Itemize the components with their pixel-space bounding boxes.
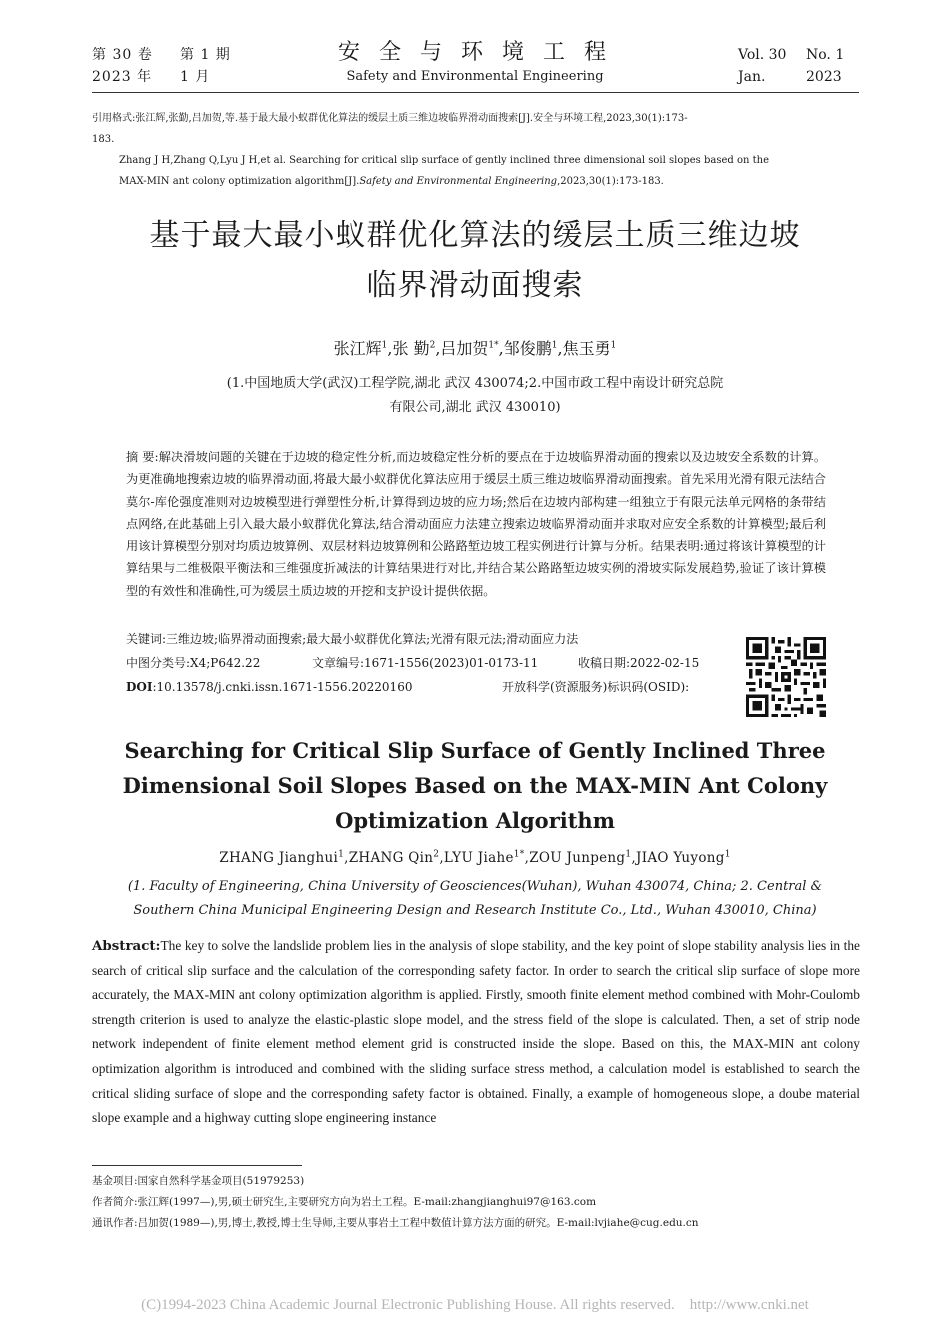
title-cn-line2: 临界滑动面搜索 (366, 268, 584, 303)
volume-cn: 第 30 卷 (92, 47, 153, 63)
copyright-notice: (C)1994-2023 China Academic Journal Electronic Publishing House. All rights reserved. http://www.cnki.net (141, 1297, 809, 1313)
footnote-rule (92, 1165, 302, 1166)
header-rule (92, 92, 859, 93)
affiliation-en (0, 875, 950, 923)
abstract-en (92, 934, 860, 1131)
journal-name-cn: 安 全 与 环 境 工 程 (338, 40, 612, 65)
citation-en-line1: Zhang J H,Zhang Q,Lyu J H,et al. Searching for critical slip surface of gently inclined three dimensional soil slopes based on the (119, 155, 769, 166)
keywords-cn: 关键词:三维边坡;临界滑动面搜索;最大最小蚁群优化算法;光滑有限元法;滑动面应力法 (126, 632, 579, 646)
footnote-author-bio: 作者简介:张江辉(1997—),男,硕士研究生,主要研究方向为岩土工程。E-mail:zhangjianghui97@163.com (92, 1196, 597, 1208)
title-en-line1: Searching for Critical Slip Surface of Gently Inclined Three (124, 738, 826, 763)
citation-en-line2-b: ,2023,30(1):173-183. (557, 176, 664, 187)
author-cn: 张江辉$^1$, (333, 339, 393, 358)
authors-en (0, 850, 950, 866)
doi (126, 676, 412, 698)
affiliation-en-line1: (1. Faculty of Engineering, China University of Geosciences(Wuhan), Wuhan 430074, China; 2. Central & (127, 879, 823, 894)
month-cn: 1 月 (180, 69, 211, 85)
header-right (738, 44, 844, 88)
author-cn: 焦玉勇$^1$ (562, 339, 617, 358)
article-number: 文章编号:1671-1556(2023)01-0173-11 (312, 656, 539, 670)
citation-cn-line2: 183. (92, 134, 115, 145)
footnote-funding: 基金项目:国家自然科学基金项目(51979253) (92, 1175, 305, 1187)
abstract-cn-label: 摘 要: (126, 450, 159, 464)
abstract-en-label: Abstract: (92, 938, 161, 954)
citation-block (92, 108, 860, 192)
issue-cn: 第 1 期 (180, 47, 231, 63)
affiliation-cn-line1: (1.中国地质大学(武汉)工程学院,湖北 武汉 430074;2.中国市政工程中南设计研究总院 (226, 376, 724, 391)
author-en: ZHANG Jianghui$^1$, (219, 849, 349, 866)
affiliation-cn (0, 372, 950, 420)
authors-cn (0, 336, 950, 359)
qr-code-icon[interactable] (746, 637, 826, 717)
citation-en-line2-a: MAX-MIN ant colony optimization algorithm[J]. (119, 176, 360, 187)
issue-en: No. 1 (806, 47, 845, 63)
citation-cn-line1: 引用格式:张江辉,张勤,吕加贺,等.基于最大最小蚁群优化算法的缓层土质三维边坡临界滑动面搜索[J].安全与环境工程,2023,30(1):173- (92, 113, 688, 124)
author-cn: 邹俊鹏$^1$, (503, 339, 563, 358)
affiliation-cn-line2: 有限公司,湖北 武汉 430010) (389, 400, 561, 415)
author-cn: 吕加贺$^{1*}$, (440, 339, 504, 358)
footnotes (92, 1171, 872, 1234)
title-en-line2: Dimensional Soil Slopes Based on the MAX-MIN Ant Colony (122, 773, 828, 798)
abstract-en-text: The key to solve the landslide problem lies in the analysis of slope stability, and the key point of slope stability analysis lies in the search of critical slip surface and the calculation of the corresponding safety factor. In order to search the critical slip surface of slope more accurately, the MAX-MIN ant colony optimization algorithm is applied. Firstly, smooth finite element method combined with Mohr-Coulomb strength criterion is used to analyze the elastic-plastic slope model, and the stress field of the slope is calculated. Then, a set of strip node network independent of finite element method element grid is constructed inside the slope. Based on this, the MAX-MIN ant colony optimization algorithm is introduced and combined with the sliding surface stress method, a calculation model is established to search the critical sliding surface of slope and the corresponding safety factor is obtained. Finally, a example of homogeneous slope, a doube material slope example and a highway cutting slope engineering instance (92, 938, 860, 1126)
abstract-cn (126, 446, 826, 602)
citation-en-line2 (92, 171, 860, 192)
author-en: JIAO Yuyong$^1$ (636, 849, 731, 866)
title-cn-line1: 基于最大最小蚁群优化算法的缓层土质三维边坡 (149, 218, 801, 253)
clc-number: 中图分类号:X4;P642.22 (126, 656, 261, 670)
received-date: 收稿日期:2022-02-15 (578, 656, 700, 670)
doi-value: :10.13578/j.cnki.issn.1671-1556.20220160 (152, 680, 413, 694)
affiliation-en-line2: Southern China Municipal Engineering Design and Research Institute Co., Ltd., Wuhan 430010, China) (133, 903, 817, 918)
month-en: Jan. (738, 69, 766, 85)
title-en-line3: Optimization Algorithm (335, 808, 615, 833)
volume-en: Vol. 30 (738, 47, 787, 63)
year-en: 2023 (806, 69, 842, 85)
osid-label: 开放科学(资源服务)标识码(OSID): (502, 680, 690, 694)
footnote-corresponding: 通讯作者:吕加贺(1989—),男,博士,教授,博士生导师,主要从事岩土工程中数值计算方法方面的研究。E-mail:lvjiahe@cug.edu.cn (92, 1217, 699, 1229)
author-en: ZHANG Qin$^2$, (348, 849, 444, 866)
doi-label: DOI (126, 680, 153, 694)
journal-name-en: Safety and Environmental Engineering (346, 69, 604, 84)
author-cn: 张 勤$^2$, (392, 339, 441, 358)
abstract-cn-text: 解决滑坡问题的关键在于边坡的稳定性分析,而边坡稳定性分析的要点在于边坡临界滑动面的搜索以及边坡安全系数的计算。为更准确地搜索边坡的临界滑动面,将最大最小蚁群优化算法应用于缓层土质三维边坡临界滑动面搜索。首先采用光滑有限元法结合莫尔-库伦强度准则对边坡模型进行弹塑性分析,计算得到边坡的应力场;然后在边坡内部构建一组独立于有限元法单元网格的条带结点网络,在此基础上引入最大最小蚁群优化算法,结合滑动面应力法建立搜索边坡临界滑动面并求取对应安全系数的计算模型;最后利用该计算模型分别对均质边坡算例、双层材料边坡算例和公路路堑边坡工程实例进行计算与分析。结果表明:通过将该计算模型的计算结果与二维极限平衡法和三维强度折减法的计算结果进行对比,并结合某公路路堑边坡实例的滑坡实际发展趋势,验证了该计算模型的有效性和准确性,可为缓层土质边坡的开挖和支护设计提供依据。 (126, 450, 827, 598)
title-en (0, 733, 950, 838)
author-en: LYU Jiahe$^{1*}$, (443, 849, 530, 866)
author-en: ZOU Junpeng$^1$, (529, 849, 636, 866)
year-cn: 2023 年 (92, 69, 153, 85)
citation-journal: Safety and Environmental Engineering (359, 176, 558, 187)
